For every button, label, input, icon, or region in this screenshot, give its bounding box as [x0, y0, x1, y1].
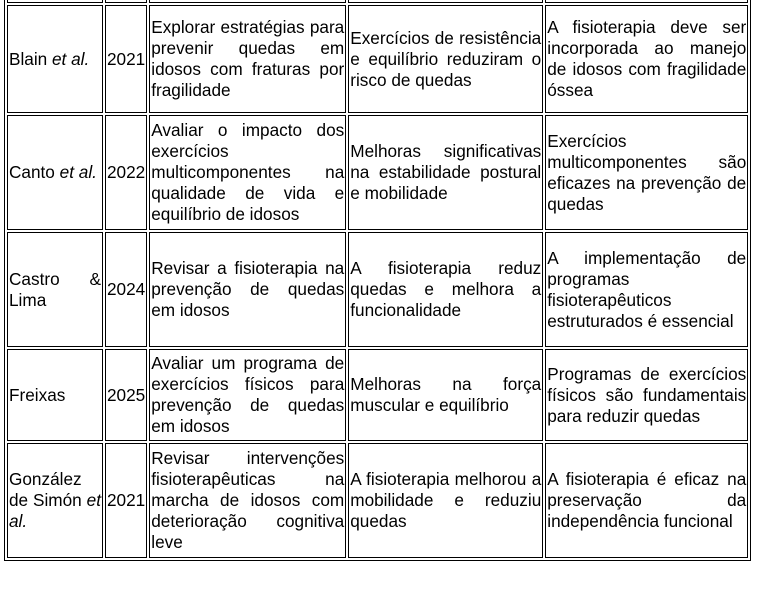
- results-cell: Melhoras significativas na estabilidade postural e mobilidade: [348, 115, 543, 230]
- author-etal: et al.: [52, 48, 90, 69]
- author-name: González de Simón: [9, 469, 82, 510]
- year-cell: 2021: [105, 443, 147, 558]
- year-cell: 2025: [105, 349, 147, 441]
- objective-cell: Revisar intervenções fisioterapêuticas na marcha de idosos com deterioração cognitiva leve: [149, 443, 346, 558]
- objective-cell: Avaliar o impacto dos exercícios multicomponentes na qualidade de vida e equilíbrio de idosos: [149, 115, 346, 230]
- objective-cell: Revisar a fisioterapia na prevenção de quedas em idosos: [149, 232, 346, 347]
- author-cell: [7, 115, 103, 230]
- table-row-partial: [7, 0, 748, 3]
- results-cell: Exercícios de resistência e equilíbrio reduziram o risco de quedas: [348, 5, 543, 113]
- cell-empty: [105, 0, 147, 3]
- cell-empty: [149, 0, 346, 3]
- objective-cell: Explorar estratégias para prevenir quedas em idosos com fraturas por fragilidade: [149, 5, 346, 113]
- results-cell: A fisioterapia reduz quedas e melhora a funcionalidade: [348, 232, 543, 347]
- conclusion-cell: A implementação de programas fisioterapêuticos estruturados é essencial: [545, 232, 748, 347]
- year-cell: 2022: [105, 115, 147, 230]
- table-row: [7, 443, 748, 558]
- conclusion-cell: A fisioterapia deve ser incorporada ao manejo de idosos com fragilidade óssea: [545, 5, 748, 113]
- author-etal: et al.: [59, 162, 97, 182]
- author-name: Canto: [9, 162, 55, 182]
- cell-empty: [348, 0, 543, 3]
- table-row: [7, 349, 748, 441]
- objective-cell: Avaliar um programa de exercícios físicos para prevenção de quedas em idosos: [149, 349, 346, 441]
- studies-table: [4, 0, 751, 561]
- cell-empty: [7, 0, 103, 3]
- author-cell: Castro & Lima: [7, 232, 103, 347]
- conclusion-cell: A fisioterapia é eficaz na preservação da independência funcional: [545, 443, 748, 558]
- table-container: [4, 0, 751, 561]
- results-cell: Melhoras na força muscular e equilíbrio: [348, 349, 543, 441]
- year-cell: 2021: [105, 5, 147, 113]
- author-cell: Freixas: [7, 349, 103, 441]
- table-row: [7, 232, 748, 347]
- conclusion-cell: Programas de exercícios físicos são fundamentais para reduzir quedas: [545, 349, 748, 441]
- conclusion-cell: Exercícios multicomponentes são eficazes na prevenção de quedas: [545, 115, 748, 230]
- author-cell: [7, 5, 103, 113]
- table-row: [7, 115, 748, 230]
- cell-empty: [545, 0, 748, 3]
- author-etal: et al.: [9, 490, 101, 531]
- results-cell: A fisioterapia melhorou a mobilidade e reduziu quedas: [348, 443, 543, 558]
- year-cell: 2024: [105, 232, 147, 347]
- author-name: Blain: [9, 48, 48, 69]
- author-cell: [7, 443, 103, 558]
- table-row: [7, 5, 748, 113]
